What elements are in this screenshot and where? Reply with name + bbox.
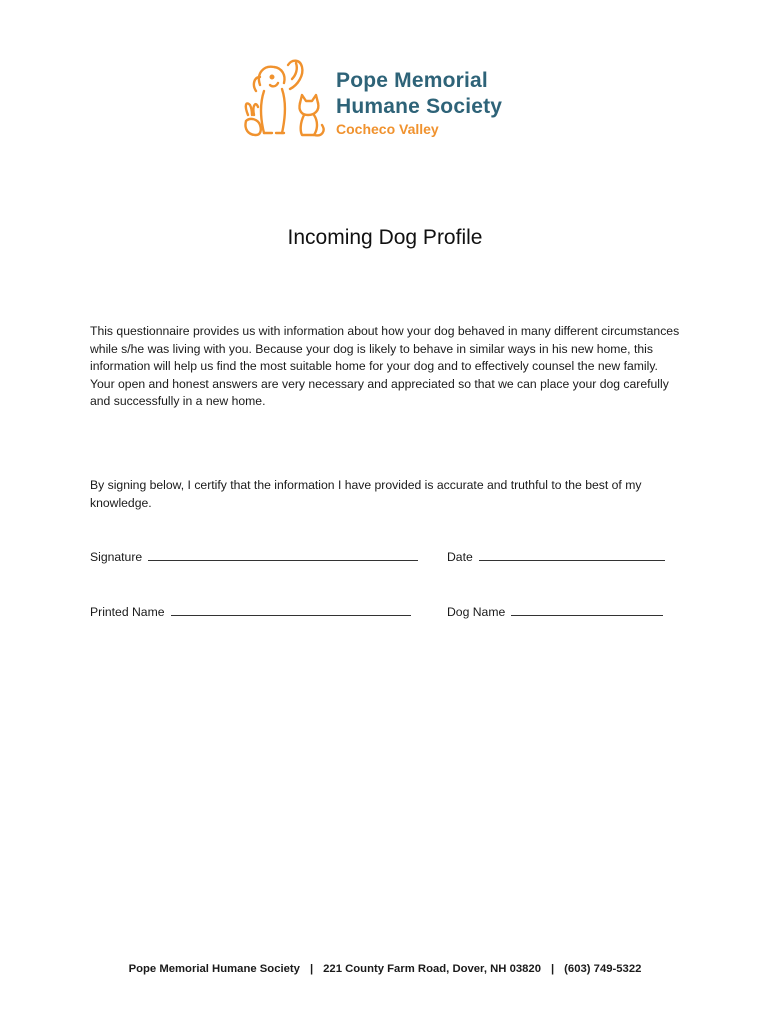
date-line[interactable] [479,550,665,561]
signature-label: Signature [90,550,143,564]
footer-separator: | [550,963,555,975]
printed-name-label: Printed Name [90,605,165,619]
dog-name-line[interactable] [511,605,663,616]
organization-logo [238,55,538,145]
page-title: Incoming Dog Profile [287,226,483,249]
signature-line[interactable] [148,550,418,561]
footer-separator: | [309,963,314,975]
certification-paragraph: By signing below, I certify that the information I have provided is accurate and truthful to the best of my knowledge. [90,478,642,510]
printed-name-field[interactable] [90,605,411,619]
footer [0,963,770,975]
intro-paragraph: This questionnaire provides us with information about how your dog behaved in many different circumstances while s/he was living with you. Because your dog is likely to behave in similar ways in his new home, this information will help us find the most suitable home for your dog and to effectively counsel the new family. Your open and honest answers are very necessary and appreciated so that we can place your dog carefully and successfully in a new home. [90,324,680,409]
dog-name-label: Dog Name [447,605,506,619]
date-label: Date [447,550,473,564]
logo-title-line1: Pope Memorial [336,69,488,92]
footer-org: Pope Memorial Humane Society [128,963,300,975]
date-field[interactable] [447,550,665,564]
dog-name-field[interactable] [447,605,663,619]
dog-cat-bird-rabbit-logo-icon [238,55,328,143]
footer-address: 221 County Farm Road, Dover, NH 03820 [323,963,541,975]
logo-subtitle: Cocheco Valley [336,121,439,137]
footer-phone: (603) 749-5322 [564,963,642,975]
printed-name-line[interactable] [171,605,411,616]
logo-title-line2: Humane Society [336,95,503,118]
signature-field[interactable] [90,550,418,564]
